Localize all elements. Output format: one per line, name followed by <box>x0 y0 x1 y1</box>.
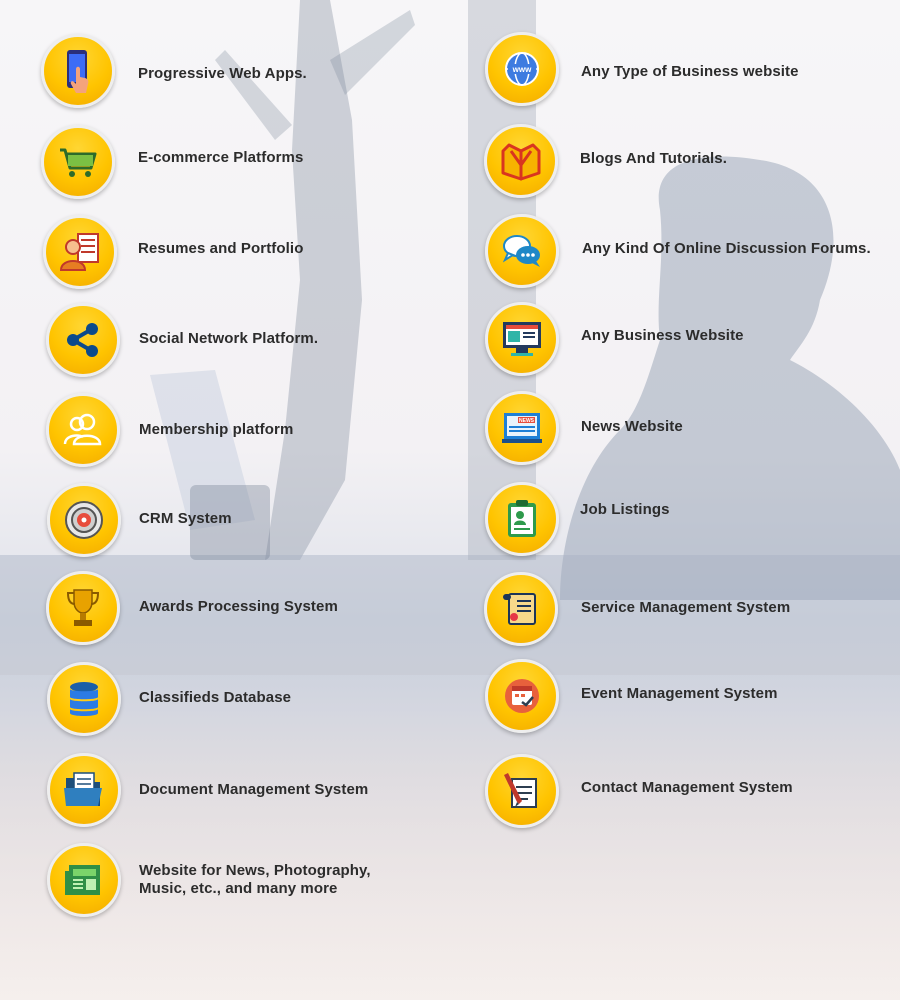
feature-label: Job Listings <box>580 501 670 518</box>
scroll-certificate-icon <box>497 585 545 633</box>
feature-label: Event Management System <box>581 685 778 702</box>
feature-badge <box>46 571 120 645</box>
database-icon <box>60 675 108 723</box>
feature-label: Resumes and Portfolio <box>138 240 304 257</box>
feature-badge <box>485 482 559 556</box>
feature-label: Service Management System <box>581 599 791 616</box>
feature-label: Blogs And Tutorials. <box>580 150 727 167</box>
feature-badge <box>41 125 115 199</box>
feature-badge <box>41 34 115 108</box>
feature-label: Document Management System <box>139 781 369 798</box>
mobile-touch-icon <box>54 47 102 95</box>
feature-badge <box>485 302 559 376</box>
chat-bubbles-icon <box>498 227 546 275</box>
shopping-cart-icon <box>54 138 102 186</box>
feature-badge <box>485 32 559 106</box>
trophy-icon <box>59 584 107 632</box>
news-screen-icon <box>498 404 546 452</box>
members-icon <box>59 406 107 454</box>
feature-badge <box>485 754 559 828</box>
feature-label: Social Network Platform. <box>139 330 319 347</box>
target-icon <box>60 496 108 544</box>
feature-label: Any Type of Business website <box>581 63 799 80</box>
feature-badge <box>46 393 120 467</box>
feature-label: Membership platform <box>139 421 294 438</box>
feature-badge <box>46 303 120 377</box>
feature-label: Contact Management System <box>581 779 793 796</box>
feature-badge <box>43 215 117 289</box>
open-book-icon <box>497 137 545 185</box>
svg-text:www: www <box>512 65 532 74</box>
feature-label: Any Business Website <box>581 327 744 344</box>
feature-badge <box>47 843 121 917</box>
feature-label: News Website <box>581 418 683 435</box>
svg-text:NEWS: NEWS <box>519 418 534 424</box>
feature-badge <box>485 214 559 288</box>
feature-badge <box>484 572 558 646</box>
feature-badge <box>485 659 559 733</box>
newspaper-icon <box>60 856 108 904</box>
feature-label: Progressive Web Apps. <box>138 65 307 82</box>
feature-label: Website for News, Photography, Music, etc., and many more <box>139 862 371 897</box>
resume-icon <box>56 228 104 276</box>
folder-document-icon <box>60 766 108 814</box>
feature-label: Classifieds Database <box>139 689 292 706</box>
feature-label: Any Kind Of Online Discussion Forums. <box>582 240 871 257</box>
feature-label: CRM System <box>139 510 232 527</box>
feature-label: E-commerce Platforms <box>138 149 304 166</box>
www-globe-icon <box>498 45 546 93</box>
feature-badge <box>484 124 558 198</box>
pen-note-icon <box>498 767 546 815</box>
feature-badge <box>47 753 121 827</box>
feature-badge <box>485 391 559 465</box>
calendar-check-icon <box>498 672 546 720</box>
feature-label: Awards Processing System <box>139 598 338 615</box>
share-icon <box>59 316 107 364</box>
feature-badge <box>47 662 121 736</box>
job-clipboard-icon <box>498 495 546 543</box>
monitor-website-icon <box>498 315 546 363</box>
feature-badge <box>47 483 121 557</box>
